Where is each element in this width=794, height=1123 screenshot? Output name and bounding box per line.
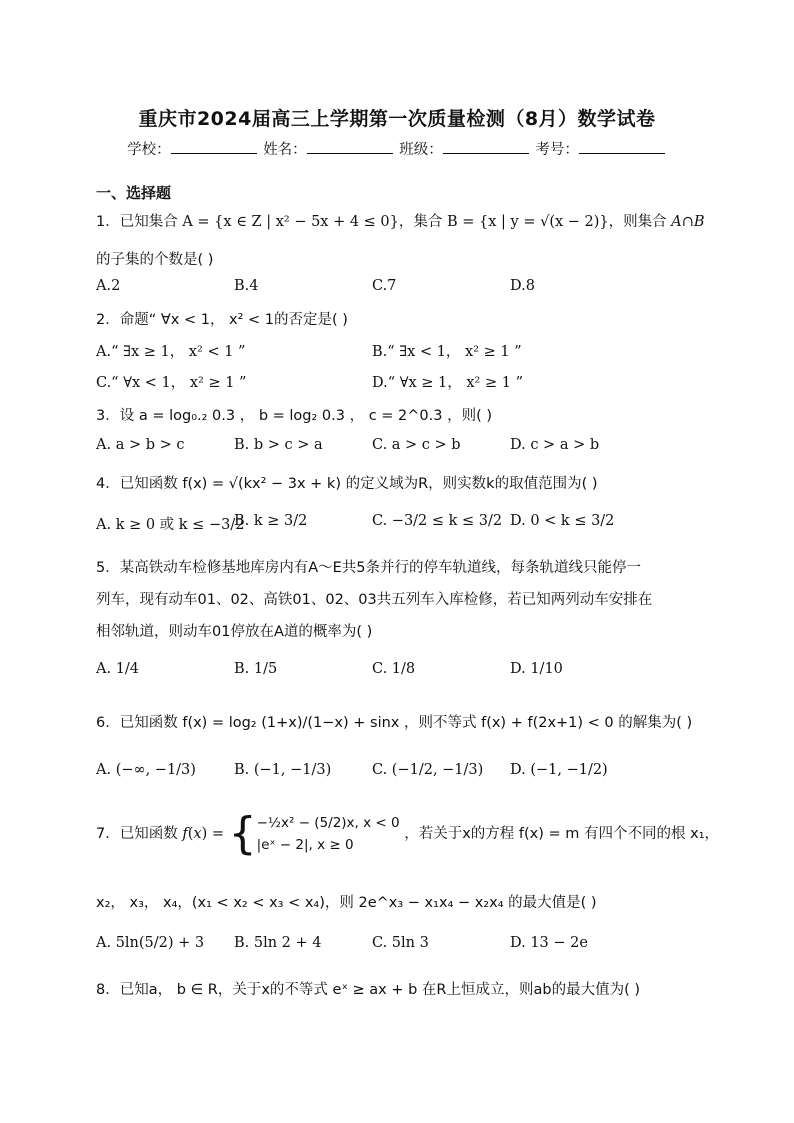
school-label: 学校： (127, 142, 171, 158)
school-blank[interactable] (171, 139, 257, 154)
intersection-expression: A∩B (671, 214, 705, 230)
section-heading: 一、选择题 (96, 184, 172, 202)
option-a[interactable]: A. (−∞, −1/3) (96, 762, 196, 778)
question-7-line-2: x₂， x₃， x₄，(x₁ < x₂ < x₃ < x₄)，则 2e^x₃ − x₁x₄ − x₂x₄ 的最大值是( ) (96, 895, 597, 911)
student-info-row (0, 138, 794, 159)
name-blank[interactable] (307, 139, 393, 154)
option-c[interactable]: C.“ ∀x < 1， x² ≥ 1 ” (96, 375, 247, 391)
page-title: 重庆市2024届高三上学期第一次质量检测（8月）数学试卷 (138, 108, 656, 130)
question-6: 6．已知函数 f(x) = log₂ (1+x)/(1−x) + sinx ，则不等式 f(x) + f(2x+1) < 0 的解集为( ) (96, 715, 693, 731)
option-a[interactable]: A. 5ln(5/2) + 3 (96, 935, 205, 951)
option-c[interactable]: C. (−1/2, −1/3) (372, 762, 484, 778)
option-c[interactable]: C. −3/2 ≤ k ≤ 3/2 (372, 513, 503, 529)
question-1: 1．已知集合 A = {x ∈ Z | x² − 5x + 4 ≤ 0}，集合 B = {x | y = √(x − 2)}，则集合 A∩B (96, 214, 705, 230)
option-d[interactable]: D. 0 < k ≤ 3/2 (510, 513, 615, 529)
option-c[interactable]: C. 1/8 (372, 661, 416, 677)
option-b[interactable]: B.4 (234, 278, 259, 294)
option-c[interactable]: C. 5ln 3 (372, 935, 429, 951)
option-d[interactable]: D. c > a > b (510, 437, 600, 453)
exam-no-blank[interactable] (579, 139, 665, 154)
option-a[interactable]: A. k ≥ 0 或 k ≤ −3/2 (96, 517, 245, 533)
option-b[interactable]: B. k ≥ 3/2 (234, 513, 308, 529)
question-3: 3．设 a = log₀.₂ 0.3 ， b = log₂ 0.3 ， c = 2^0.3 ，则( ) (96, 408, 492, 424)
option-a[interactable]: A. 1/4 (96, 661, 140, 677)
option-d[interactable]: D. 13 − 2e (510, 935, 588, 951)
question-2: 2．命题“ ∀x < 1， x² < 1的否定是( ) (96, 312, 348, 328)
option-a[interactable]: A.“ ∃x ≥ 1， x² < 1 ” (96, 344, 246, 360)
exam-no-label: 考号： (535, 142, 579, 158)
class-blank[interactable] (443, 139, 529, 154)
set-b-expression: B = {x | y = √(x − 2)} (447, 214, 609, 230)
question-8: 8．已知a， b ∈ R，关于x的不等式 eˣ ≥ ax + b 在R上恒成立，则ab的最大值为( ) (96, 982, 640, 998)
option-c[interactable]: C.7 (372, 278, 397, 294)
set-a-expression: A = {x ∈ Z | x² − 5x + 4 ≤ 0} (182, 214, 399, 230)
option-b[interactable]: B. (−1, −1/3) (234, 762, 332, 778)
option-b[interactable]: B. 1/5 (234, 661, 278, 677)
question-4: 4．已知函数 f(x) = √(kx² − 3x + k) 的定义域为R，则实数k的取值范围为( ) (96, 476, 598, 492)
option-d[interactable]: D. 1/10 (510, 661, 563, 677)
option-a[interactable]: A. a > b > c (96, 437, 185, 453)
question-5-line-1: 5．某高铁动车检修基地库房内有A～E共5条并行的停车轨道线，每条轨道线只能停一 (96, 560, 642, 576)
option-d[interactable]: D.“ ∀x ≥ 1， x² ≥ 1 ” (372, 375, 523, 391)
option-d[interactable]: D.8 (510, 278, 535, 294)
question-7: 7．已知函数 f(x) = { −½x² − (5/2)x, x < 0 |eˣ − 2|, x ≥ 0 ，若关于x的方程 f(x) = m 有四个不同的根 x₁， (96, 808, 720, 859)
option-c[interactable]: C. a > c > b (372, 437, 461, 453)
option-b[interactable]: B. b > c > a (234, 437, 323, 453)
question-1-line-2: 的子集的个数是( ) (96, 252, 214, 268)
option-b[interactable]: B. 5ln 2 + 4 (234, 935, 322, 951)
question-5-line-2: 列车，现有动车01、02、高铁01、02、03共五列车入库检修，若已知两列动车安排在 (96, 592, 653, 608)
question-5-line-3: 相邻轨道，则动车01停放在A道的概率为( ) (96, 624, 373, 640)
piecewise-definition: −½x² − (5/2)x, x < 0 |eˣ − 2|, x ≥ 0 (256, 815, 400, 853)
name-label: 姓名： (263, 142, 307, 158)
class-label: 班级： (399, 142, 443, 158)
piecewise-brace: { (228, 808, 257, 859)
option-a[interactable]: A.2 (96, 278, 121, 294)
option-b[interactable]: B.“ ∃x < 1， x² ≥ 1 ” (372, 344, 522, 360)
option-d[interactable]: D. (−1, −1/2) (510, 762, 608, 778)
